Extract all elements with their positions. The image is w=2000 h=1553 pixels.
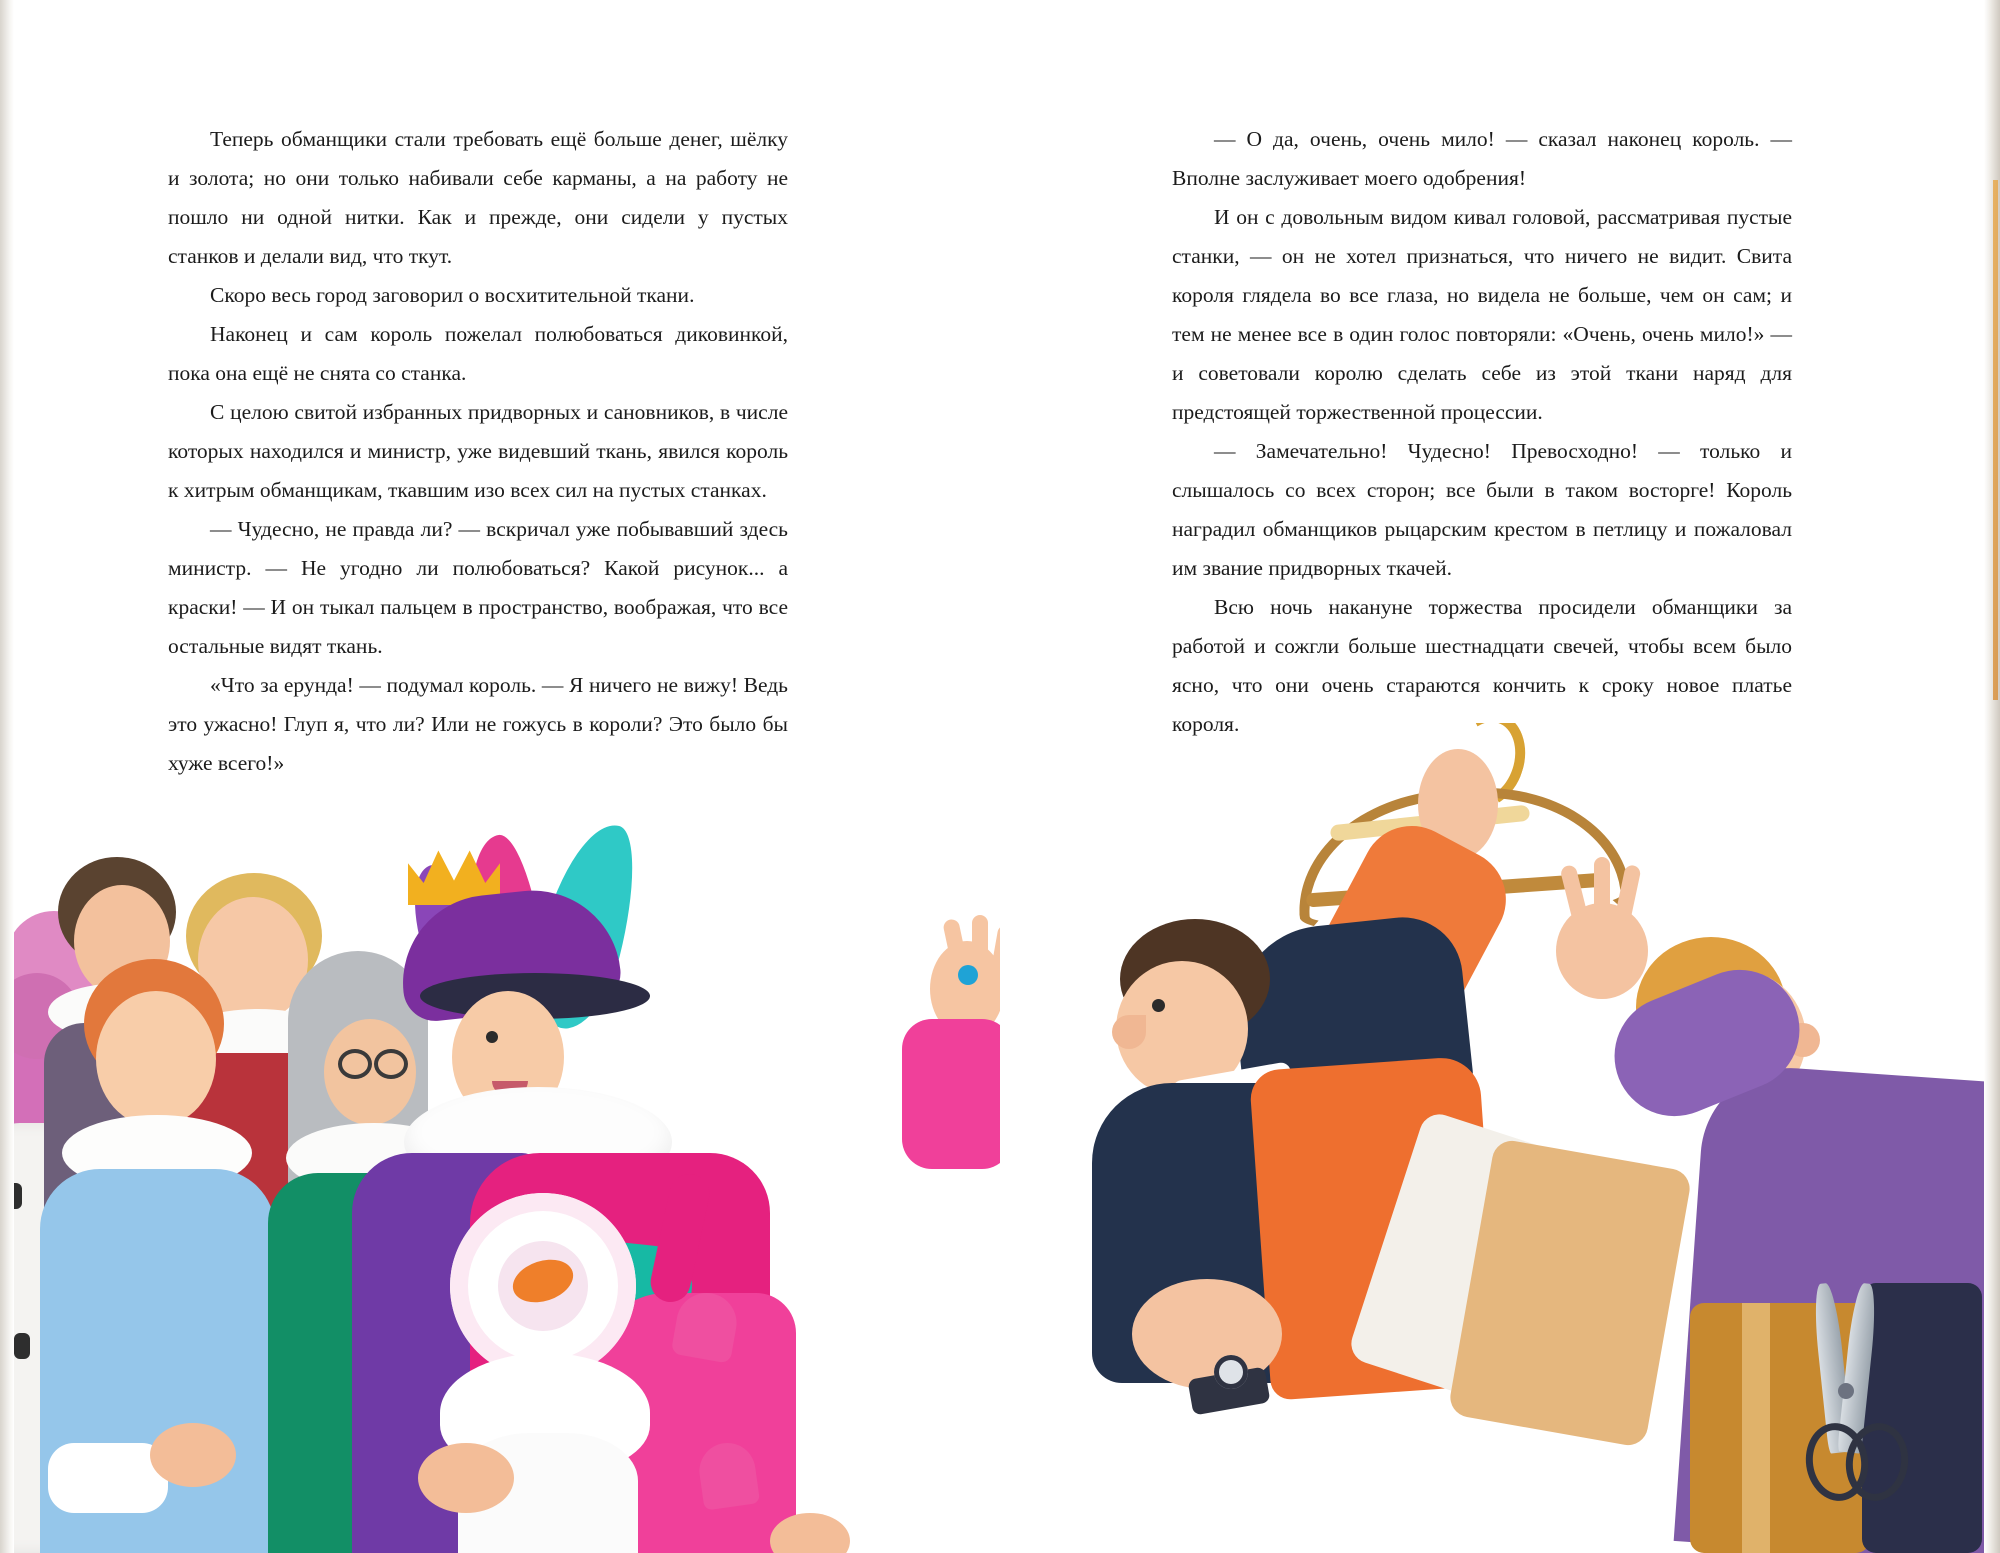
swindlers-illustration: [1000, 723, 2000, 1553]
left-page-illustration: [0, 823, 1000, 1553]
sleeve-magenta: [902, 1019, 1000, 1169]
figure-face: [96, 991, 216, 1127]
courtiers-crowd-illustration: [0, 823, 1000, 1553]
paragraph: И он с довольным видом кивал головой, рассматривая пустые станки, — он не хотел признаться, что ничего не видит. Свита короля глядела во все глаза, но видела не больше, чем он сам; и тем не менее все в один голос повторяли: «Очень, очень мило!» — и советовали королю сделать себе из этой ткани наряд для предстоящей торжественной процессии.: [1172, 205, 1792, 424]
scissors-pivot-screw: [1838, 1383, 1854, 1399]
pointing-hand: [418, 1443, 514, 1513]
hand: [150, 1423, 236, 1487]
left-swindler-eye: [1152, 999, 1165, 1012]
paragraph: Теперь обманщики стали требовать ещё больше денег, шёлку и золота; но они только набивали себе карманы, а на работу не пошло ни одной нитки. Как и прежде, они сидели у пустых станков и делали вид, что ткут.: [168, 127, 788, 268]
wristwatch-face: [1214, 1355, 1248, 1389]
glasses-icon: [338, 1049, 372, 1079]
paragraph: — О да, очень, очень мило! — сказал наконец король. — Вполне заслуживает моего одобрения!: [1172, 127, 1792, 190]
right-swindler-hand-raised: [1556, 903, 1648, 999]
finger: [1594, 857, 1610, 917]
right-swindler-apron-stripe: [1742, 1303, 1770, 1553]
paragraph: — Чудесно, не правда ли? — вскричал уже побывавший здесь министр. — Не угодно ли полюбоваться? Какой рисунок... а краски! — И он тыкал пальцем в пространство, воображая, что все остальные видят ткань.: [168, 517, 788, 658]
paragraph: Всю ночь накануне торжества просидели обманщики за работой и сожгли больше шестнадцати свечей, чтобы всем было ясно, что они очень стараются кончить к сроку новое платье короля.: [1172, 595, 1792, 736]
left-page-text-column: [168, 120, 788, 783]
paragraph: — Замечательно! Чудесно! Превосходно! — только и слышалось со всех сторон; все были в таком восторге! Король наградил обманщиков рыцарским крестом в петлицу и пожаловал им звание придворных ткачей.: [1172, 439, 1792, 580]
page-edge-accent: [1993, 180, 1998, 700]
glasses-icon: [374, 1049, 408, 1079]
left-swindler-nose: [1112, 1015, 1146, 1049]
right-page-illustration: [1000, 723, 2000, 1553]
right-swindler-trouser-dark: [1862, 1283, 1982, 1553]
page-edge-left: [0, 0, 14, 1553]
paragraph: Наконец и сам король пожелал полюбоваться диковинкой, пока она ещё не снята со станка.: [168, 322, 788, 385]
right-page-text-column: [1172, 120, 1792, 744]
ermine-spot: [14, 1333, 30, 1359]
paragraph: С целою свитой избранных придворных и сановников, в числе которых находился и министр, уже видевший ткань, явился король к хитрым обманщикам, ткавшим изо всех сил на пустых станках.: [168, 400, 788, 502]
paragraph: «Что за ерунда! — подумал король. — Я ничего не вижу! Ведь это ужасно! Глуп я, что ли? Или не гожусь в короли? Это было бы хуже всего!»: [168, 673, 788, 775]
right-page: [1000, 0, 2000, 1553]
paragraph: Скоро весь город заговорил о восхитительной ткани.: [210, 283, 695, 307]
ring-jewel-icon: [958, 965, 978, 985]
king-eye: [486, 1031, 498, 1043]
